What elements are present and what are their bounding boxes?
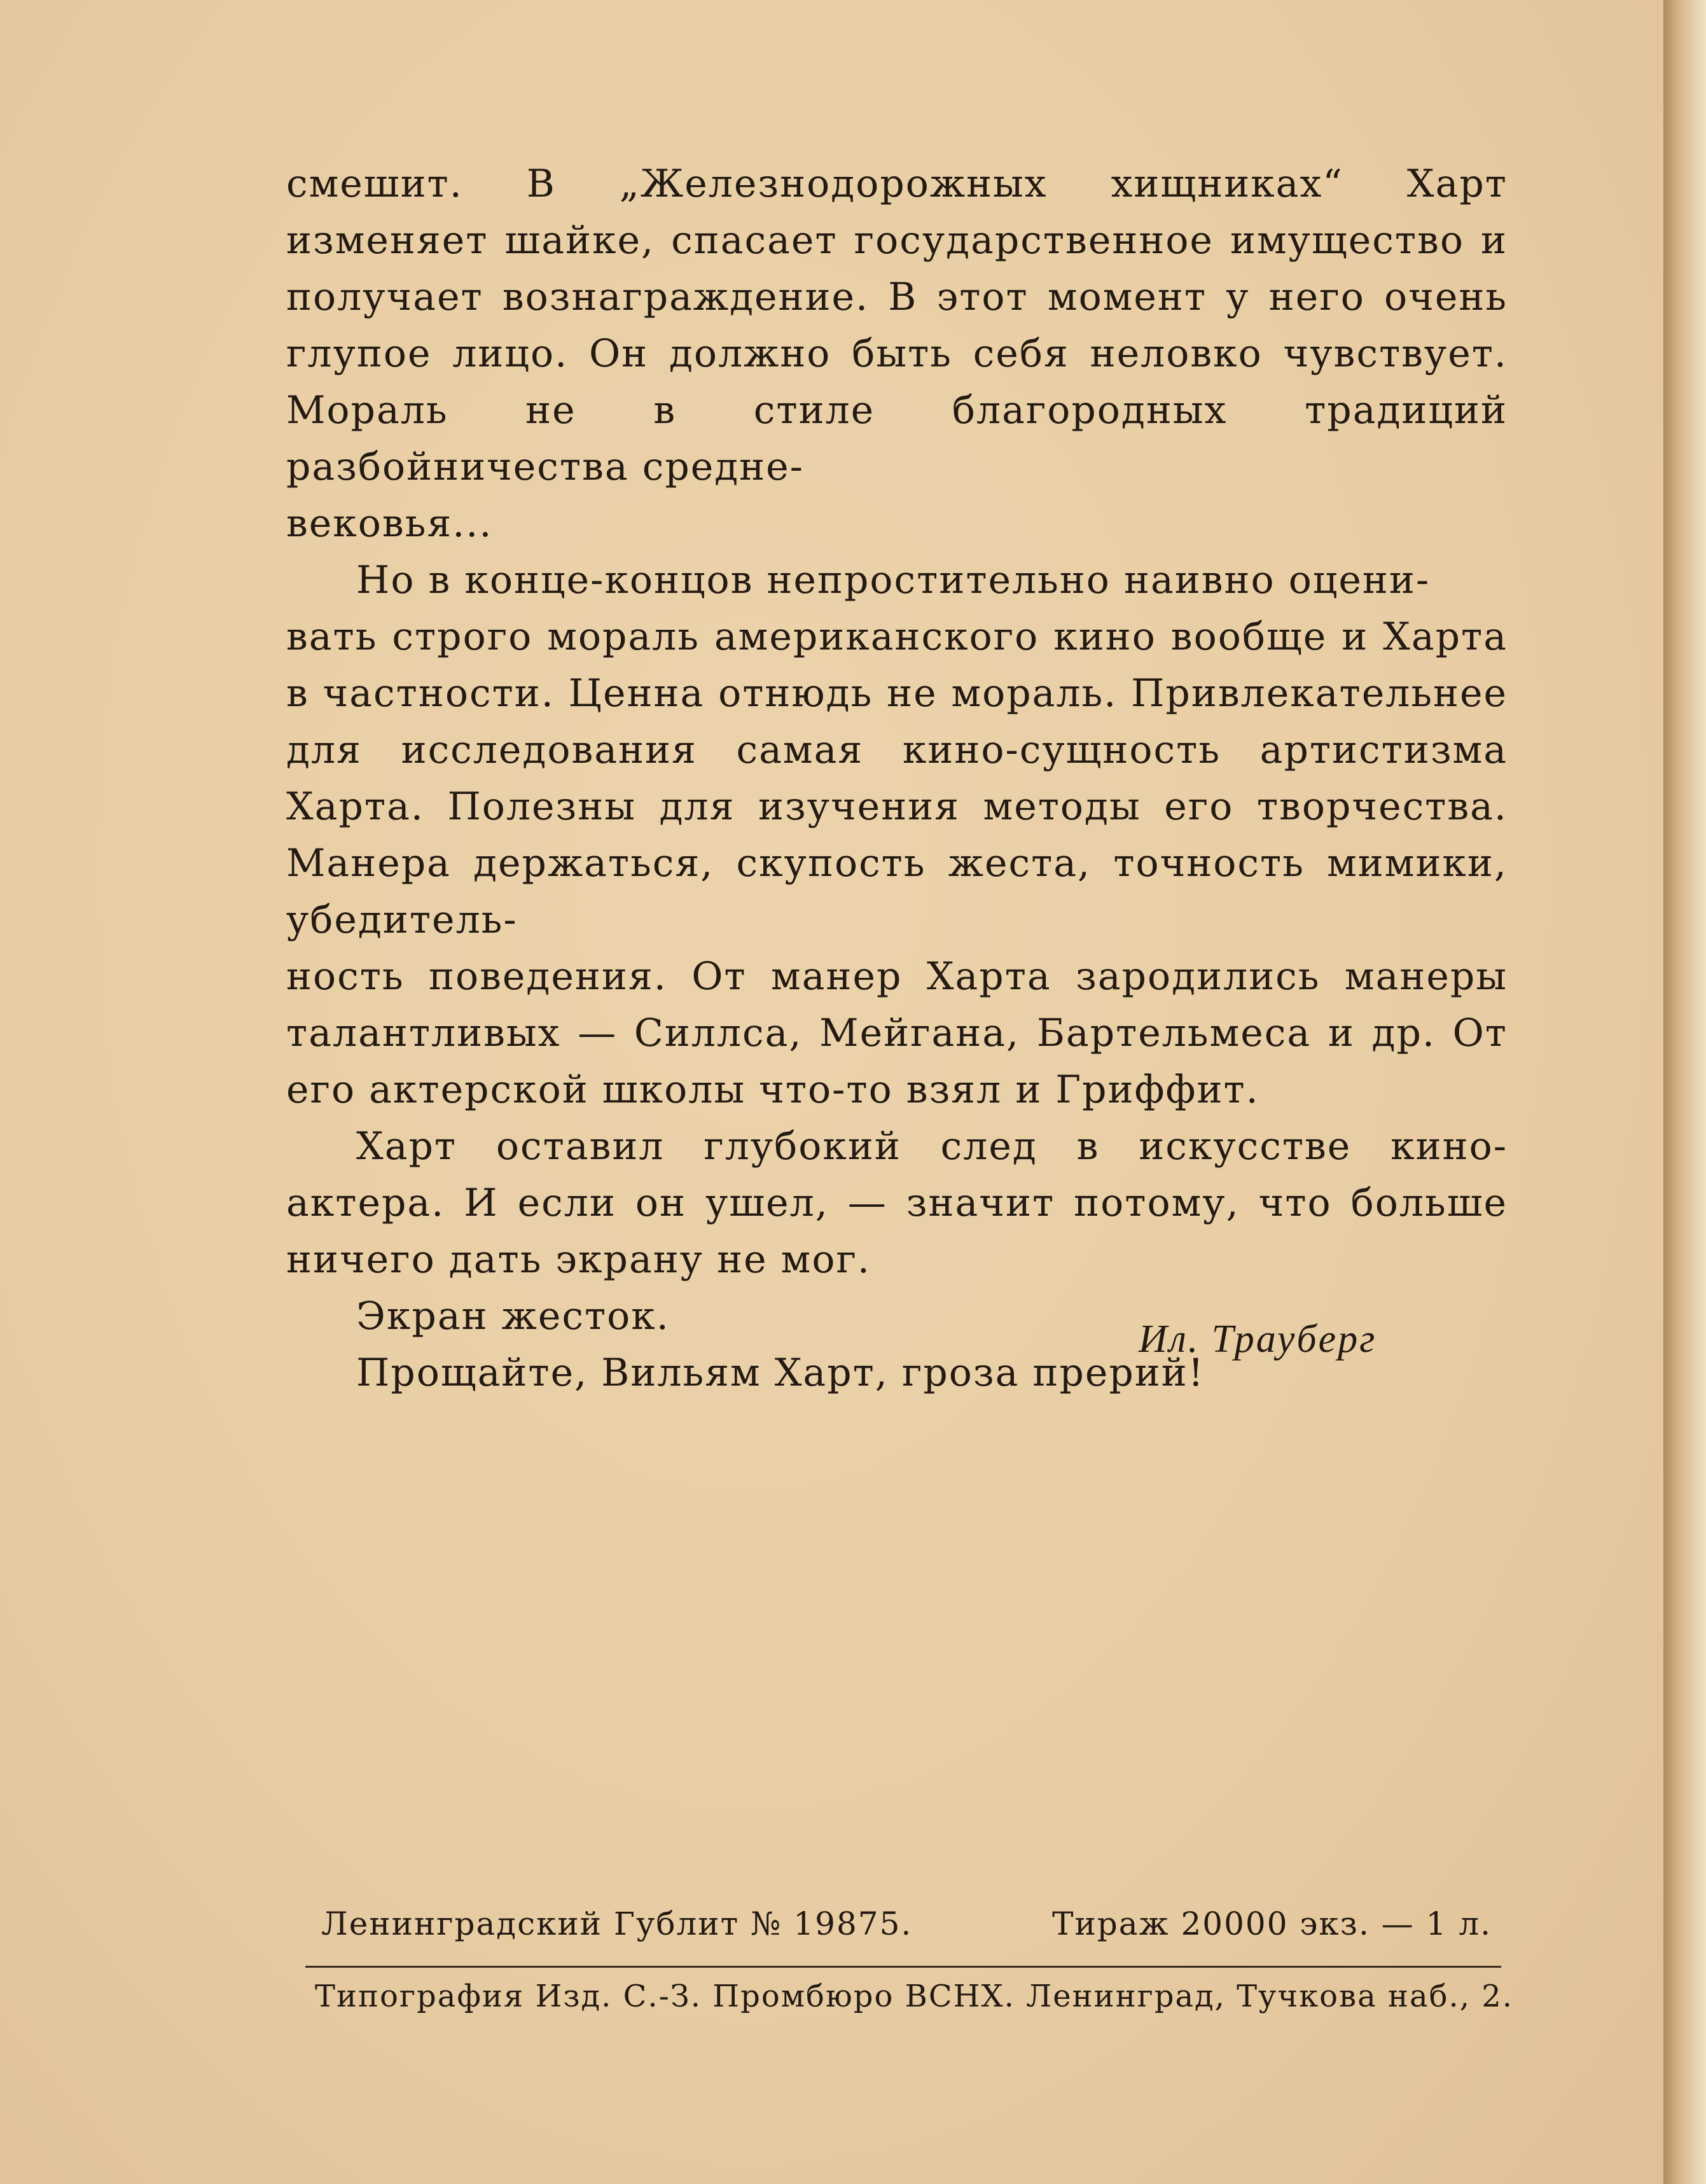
- paragraph-5: Прощайте, Вильям Харт, гроза прерий!: [356, 1351, 1205, 1395]
- imprint-row: [321, 1905, 1492, 1950]
- page-edge: [1663, 0, 1706, 2184]
- paragraph-3: Харт оставил глубокий след в искусстве кино-актера. И если он ушел, — значит потому, что больше ничего дать экрану не мог.: [286, 1124, 1508, 1282]
- censor-number: Ленинградский Гублит № 19875.: [321, 1905, 913, 1942]
- paragraph-2: Но в конце-концов непростительно наивно оцени- вать строго мораль американского кино вообще и Харта в частности. Ценна отнюдь не мораль. Привлекательнее для исследования самая кино-сущность артистизма Харта. Полезны для изучения методы его творчества. Манера держаться, скупость жеста, точность мимики, убедитель- ность поведения. От манер Харта зародились манеры талантливых — Силлса, Мейгана, Бартельмеса и др. От его актерской школы что-то взял и Гриффит.: [286, 558, 1508, 1112]
- author-signature: Ил. Трауберг: [1139, 1318, 1377, 1361]
- print-run: Тираж 20000 экз. — 1 л.: [1052, 1905, 1492, 1942]
- paragraph-1: смешит. В „Железнодорожных хищниках“ Харт изменяет шайке, спасает государственное имущество и получает вознаграждение. В этот момент у него очень глупое лицо. Он должно быть себя неловко чувствует. Мораль не в стиле благородных традиций разбойничества средне- вековья...: [286, 162, 1508, 546]
- body-text: [286, 156, 1508, 1402]
- paragraph-4: Экран жесток.: [356, 1294, 670, 1339]
- printer-imprint: Типография Изд. С.-З. Промбюро ВСНХ. Ленинград, Тучкова наб., 2.: [315, 1979, 1514, 2014]
- footer-divider: [305, 1966, 1501, 1968]
